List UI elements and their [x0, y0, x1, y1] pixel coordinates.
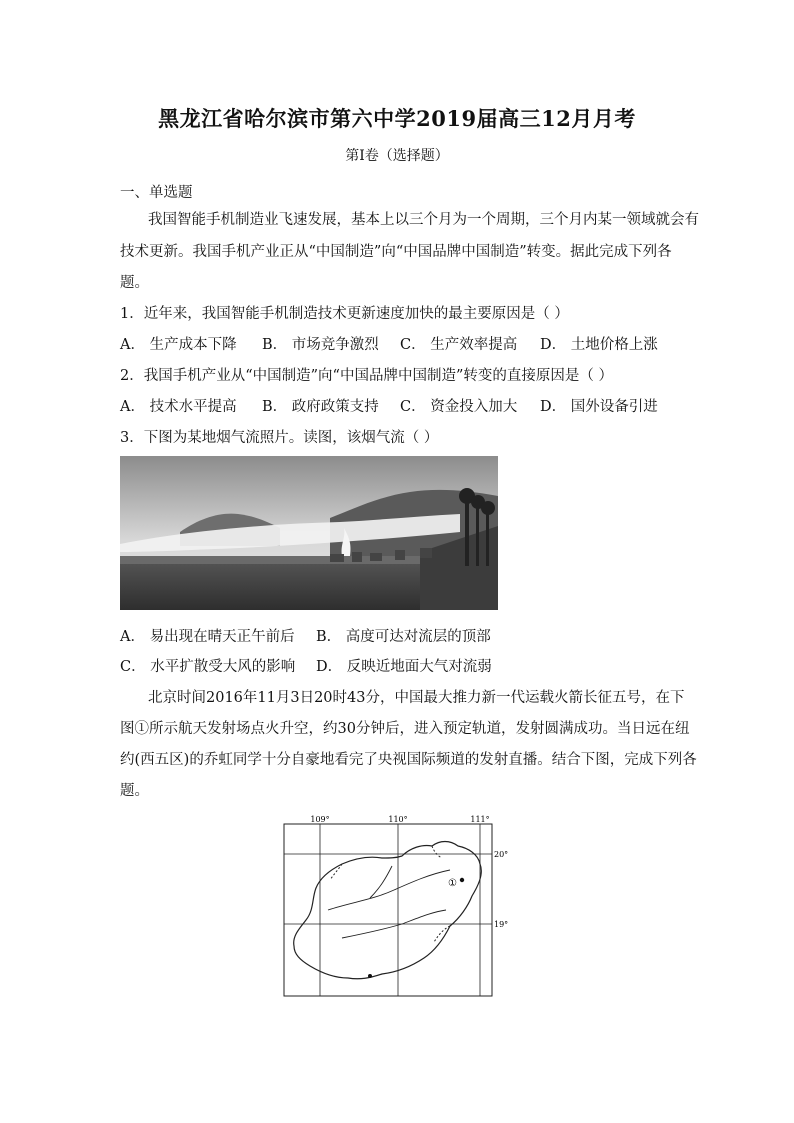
q2-option-d[interactable]: D． 国外设备引进	[540, 399, 658, 415]
passage1-line1: 我国智能手机制造业飞速发展，基本上以三个月为一个周期，三个月内某一领域就会有	[148, 212, 699, 228]
lat-label-19: 19°	[494, 920, 509, 929]
passage2-line2: 图①所示航天发射场点火升空，约30分钟后，进入预定轨道，发射圆满成功。当日远在纽	[120, 721, 690, 737]
q3-option-b[interactable]: B． 高度可达对流层的顶部	[316, 629, 491, 645]
q3-option-c[interactable]: C． 水平扩散受大风的影响	[120, 659, 296, 675]
q3-option-a[interactable]: A． 易出现在晴天正午前后	[120, 629, 295, 645]
q1-option-a[interactable]: A． 生产成本下降	[120, 337, 237, 353]
q2-option-b[interactable]: B． 政府政策支持	[262, 399, 379, 415]
passage2-line4: 题。	[120, 783, 149, 799]
q2-stem: 2．我国手机产业从“中国制造”向“中国品牌中国制造”转变的直接原因是（ ）	[120, 368, 613, 384]
q1-option-c[interactable]: C． 生产效率提高	[400, 337, 518, 353]
south-city-dot	[368, 974, 372, 978]
launch-site-marker: ①	[448, 878, 457, 889]
smoke-plume-photo	[120, 456, 498, 610]
q2-option-c[interactable]: C． 资金投入加大	[400, 399, 518, 415]
q1-option-b[interactable]: B． 市场竞争激烈	[262, 337, 379, 353]
lon-label-109: 109°	[310, 815, 330, 824]
launch-site-dot	[460, 878, 464, 882]
river-3	[370, 866, 392, 898]
q3-option-d[interactable]: D． 反映近地面大气对流弱	[316, 659, 492, 675]
passage2-line1: 北京时间2016年11月3日20时43分，中国最大推力新一代运载火箭长征五号，在下	[148, 690, 685, 706]
passage1-line2: 技术更新。我国手机产业正从“中国制造”向“中国品牌中国制造”转变。据此完成下列各	[120, 244, 672, 260]
lon-label-110: 110°	[388, 815, 408, 824]
hainan-map	[282, 814, 512, 998]
q3-stem: 3．下图为某地烟气流照片。读图，该烟气流（ ）	[120, 430, 439, 446]
lon-label-111: 111°	[470, 815, 490, 824]
section-label: 一、单选题	[120, 185, 193, 201]
q1-option-d[interactable]: D． 土地价格上涨	[540, 337, 658, 353]
exam-title: 黑龙江省哈尔滨市第六中学2019届高三12月月考	[158, 106, 636, 131]
exam-subtitle: 第I卷（选择题）	[345, 148, 449, 164]
island-outline	[294, 842, 482, 979]
passage1-line3: 题。	[120, 275, 149, 291]
q2-option-a[interactable]: A． 技术水平提高	[120, 399, 237, 415]
lat-label-20: 20°	[494, 850, 509, 859]
q1-stem: 1．近年来，我国智能手机制造技术更新速度加快的最主要原因是（ ）	[120, 306, 569, 322]
passage2-line3: 约(西五区)的乔虹同学十分自豪地看完了央视国际频道的发射直播。结合下图，完成下列各	[120, 752, 697, 768]
river-1	[328, 870, 450, 910]
